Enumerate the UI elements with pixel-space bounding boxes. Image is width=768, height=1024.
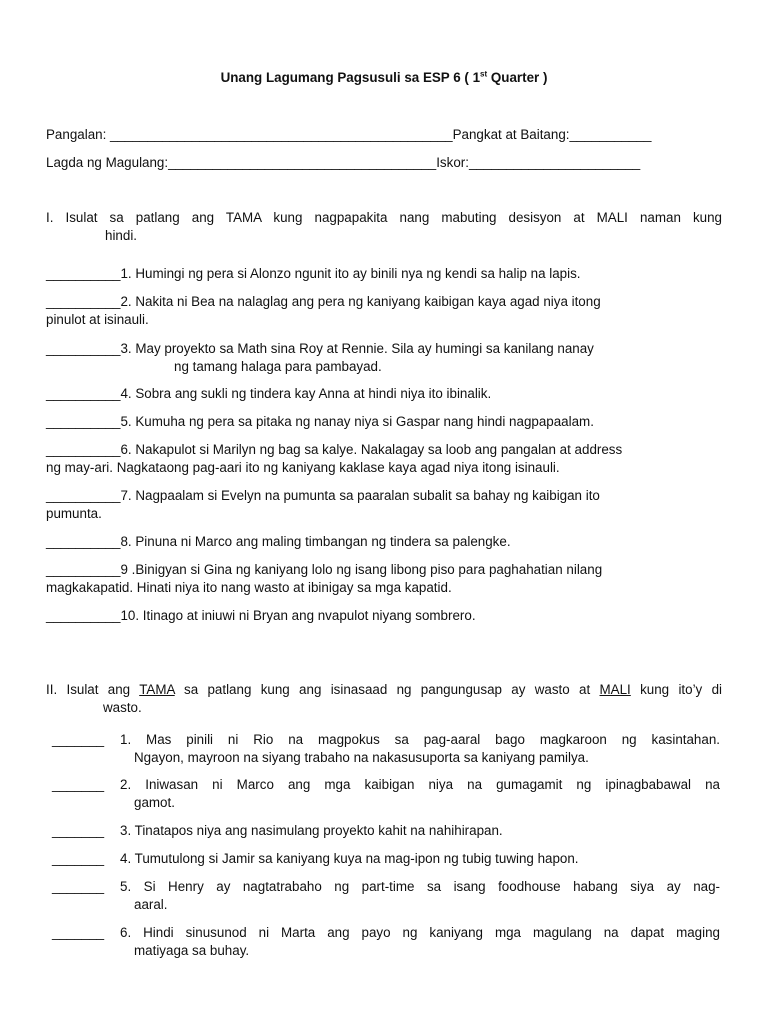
item-text-cont: gamot. [134, 795, 175, 810]
item-text: __________5. Kumuha ng pera sa pitaka ng nanay niya si Gaspar nang hindi nagpapaalam. [46, 414, 594, 429]
part1-item-4 [46, 385, 722, 403]
title-end: Quarter ) [487, 70, 548, 85]
answer-blank: _______ [52, 823, 105, 838]
item-text: 6. Hindi sinusunod ni Marta ang payo ng kaniyang mga magulang na dapat maging [120, 925, 720, 940]
item-text: __________10. Itinago at iniuwi ni Bryan ang nvapulot niyang sombrero. [46, 608, 476, 623]
item-text: __________9 .Binigyan si Gina ng kaniyang lolo ng isang libong piso para paghahatian nilang [46, 562, 603, 577]
part2-item-5 [52, 878, 720, 914]
item-text: 1. Mas pinili ni Rio na magpokus sa pag-aaral bago magkaroon ng kasintahan. [120, 732, 720, 747]
item-text-cont: ng tamang halaga para pambayad. [174, 359, 382, 374]
name-field: Pangalan: ______________________________________________Pangkat at Baitang:___________ [46, 127, 652, 142]
title-text: Unang Lagumang Pagsusuli sa ESP 6 ( 1 [220, 70, 481, 85]
part2-item-3 [52, 822, 720, 840]
part1-item-1 [46, 265, 722, 283]
part1-item-7 [46, 487, 722, 523]
part1-item-10 [46, 607, 722, 625]
item-text-cont: magkakapatid. Hinati niya ito nang wasto at ibinigay sa mga kapatid. [46, 580, 452, 595]
part2-instruction-line1 [46, 681, 722, 699]
item-text: 4. Tumutulong si Jamir sa kaniyang kuya na mag-ipon ng tubig tuwing hapon. [120, 851, 579, 866]
part1-item-5 [46, 413, 722, 431]
item-text: 5. Si Henry ay nagtatrabaho ng part-time sa isang foodhouse habang siya ay nag- [120, 879, 720, 894]
item-text-cont: aaral. [134, 897, 168, 912]
part2-instruction [46, 681, 722, 717]
instr-post: kung ito’y di [630, 682, 722, 697]
answer-blank: _______ [52, 879, 105, 894]
instr-pre: II. Isulat ang [46, 682, 140, 697]
item-text: __________6. Nakapulot si Marilyn ng bag sa kalye. Nakalagay sa loob ang pangalan at address [46, 442, 623, 457]
part1-item-3 [46, 340, 722, 376]
item-text-cont: pumunta. [46, 506, 102, 521]
item-text: __________7. Nagpaalam si Evelyn na pumunta sa paaralan subalit sa bahay ng kaibigan ito [46, 488, 600, 503]
instr-tama: TAMA [139, 682, 175, 697]
item-text-cont: ng may-ari. Nagkataong pag-aari ito ng kaniyang kaklase kaya agad niya itong isinauli. [46, 460, 560, 475]
item-text-cont: Ngayon, mayroon na siyang trabaho na nakasusuporta sa kaniyang pamilya. [134, 750, 589, 765]
signature-field: Lagda ng Magulang:____________________________________Iskor:_______________________ [46, 155, 641, 170]
part1-item-2 [46, 293, 722, 329]
part1-item-8 [46, 533, 722, 551]
answer-blank: _______ [52, 777, 105, 792]
page-title [0, 69, 768, 87]
part1-instruction-line1: I. Isulat sa patlang ang TAMA kung nagpapakita nang mabuting desisyon at MALI naman kung [46, 210, 722, 225]
instr-mid: sa patlang kung ang isinasaad ng pangungusap ay wasto at [174, 682, 600, 697]
part1-instruction [46, 209, 722, 245]
part2-item-1 [52, 731, 720, 767]
part2-item-2 [52, 776, 720, 812]
item-text: __________1. Humingi ng pera si Alonzo ngunit ito ay binili nya ng kendi sa halip na lapis. [46, 266, 581, 281]
part2-instruction-line2: wasto. [103, 700, 142, 715]
item-text: __________4. Sobra ang sukli ng tindera kay Anna at hindi niya ito ibinalik. [46, 386, 492, 401]
part1-instruction-line2: hindi. [105, 228, 138, 243]
title-superscript: st [480, 69, 488, 79]
part2-item-6 [52, 924, 720, 960]
item-text: __________8. Pinuna ni Marco ang maling timbangan ng tindera sa palengke. [46, 534, 511, 549]
answer-blank: _______ [52, 851, 105, 866]
item-text: 2. Iniwasan ni Marco ang mga kaibigan niya na gumagamit ng ipinagbabawal na [120, 777, 720, 792]
item-text-cont: matiyaga sa buhay. [134, 943, 250, 958]
part1-item-9 [46, 561, 722, 597]
item-text: __________2. Nakita ni Bea na nalaglag ang pera ng kaniyang kaibigan kaya agad niya itong [46, 294, 601, 309]
answer-blank: _______ [52, 925, 105, 940]
item-text-cont: pinulot at isinauli. [46, 312, 149, 327]
item-text: __________3. May proyekto sa Math sina Roy at Rennie. Sila ay humingi sa kanilang nanay [46, 341, 594, 356]
item-text: 3. Tinatapos niya ang nasimulang proyekto kahit na nahihirapan. [120, 823, 503, 838]
part1-item-6 [46, 441, 722, 477]
instr-mali: MALI [599, 682, 631, 697]
answer-blank: _______ [52, 732, 105, 747]
part2-item-4 [52, 850, 720, 868]
